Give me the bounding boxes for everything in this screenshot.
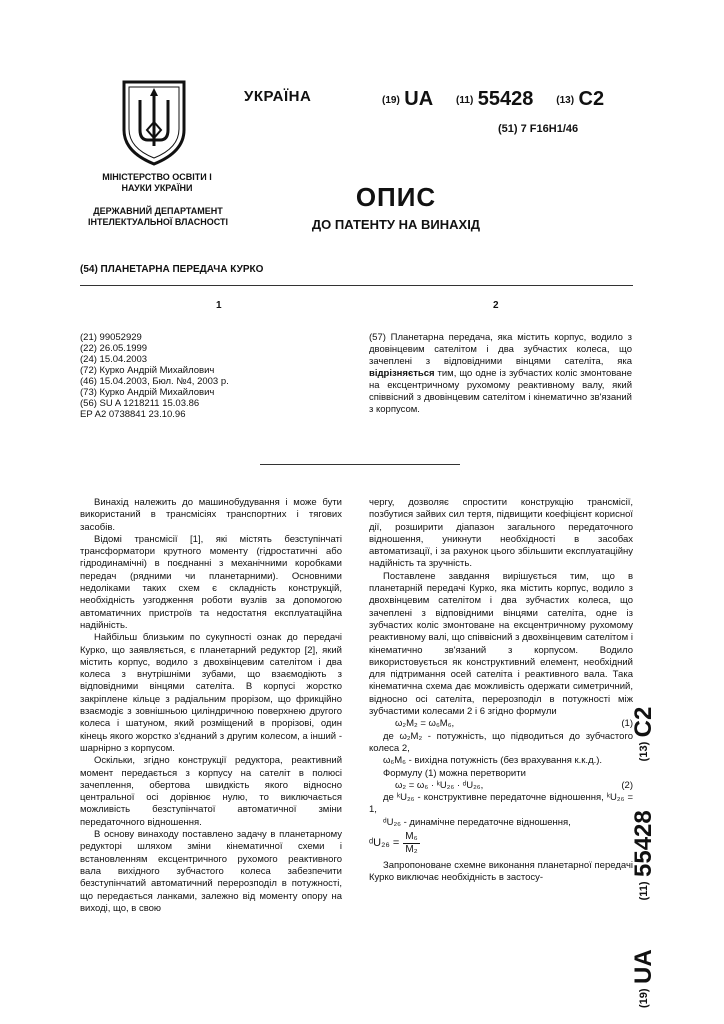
country-code: UA (404, 88, 434, 110)
paragraph: чергу, дозволяє спростити конструкцію трансмісії, позбутися зайвих сил тертя, підвищити коефіцієнт корисної дії, розширити діапазон загального передаточного відношення, уникнути необхідності в засобах автоматизації, і за рахунок цього збільшити експлуатаційну надійність та зручність. (369, 497, 633, 570)
biblio-line: EP A2 0738841 23.10.96 (80, 409, 186, 420)
biblio-line: (73) Курко Андрій Михайлович (80, 387, 215, 398)
paragraph: де ᵏU₂₆ - конструктивне передаточне відношення, ᵏU₂₆ = 1, (369, 792, 633, 816)
paragraph: Формулу (1) можна перетворити (383, 767, 526, 779)
side-patent-number: 55428 (630, 810, 657, 877)
formula-2-expression: ω₂ = ω₆ · ᵏU₂₆ · ᵈU₂₆, (395, 779, 484, 791)
inid-11: (11) (456, 95, 474, 106)
formula-3-fraction (403, 831, 419, 856)
ipc-classification (498, 123, 578, 135)
paragraph: де ω₂M₂ - потужність, що підводиться до зубчастого колеса 2, (369, 730, 633, 754)
paragraph: Винахід належить до машинобудування і може бути використаний в трансмісіях транспортних і тягових засобів. (80, 497, 342, 533)
column-number-left: 1 (216, 300, 222, 311)
formula-2-number: (2) (621, 779, 633, 791)
side-patent-label (630, 578, 710, 1008)
ministry-name: МІНІСТЕРСТВО ОСВІТИ І НАУКИ УКРАЇНИ (102, 172, 212, 193)
document-title: ОПИС (355, 182, 437, 212)
claim-emphasis: відрізняється (369, 368, 435, 379)
paragraph: Оскільки, згідно конструкції редуктора, реактивний момент передається з корпусу на сателіт в полюсі зачеплення, обертова швидкість якого відносно центральної осі дорівнює нулю, то виключається можливість безступінчатої автоматичної зміни передаточного відношення. (80, 755, 342, 828)
biblio-line: (22) 26.05.1999 (80, 343, 148, 354)
biblio-line: (46) 15.04.2003, Бюл. №4, 2003 р. (80, 376, 229, 387)
body-column-left (80, 497, 342, 915)
side-kind-code: C2 (630, 706, 657, 738)
formula-3-numerator: M₆ (405, 831, 418, 843)
patent-number: 55428 (477, 88, 534, 110)
paragraph: ᵈU₂₆ - динамічне передаточне відношення, (383, 816, 571, 828)
side-label-rotated (630, 578, 660, 1008)
formula-3 (369, 831, 633, 856)
claim-text-pre: (57) Планетарна передача, яка містить корпус, водило з двовінцевим сателітом і два зубчастих колеса, що зачеплені з відповідними вінцями сателіта, яка (369, 332, 632, 367)
paragraph: Відомі трансмісії [1], які містять безступінчаті трансформатори крутного моменту (гідростатичні або гідродинамічні) в поєднанні з механічними коробками передач (рядними чи планетарними). Основними недоліками таких схем є складність конструкцій, необхідність узгодження роботи вузлів за допомогою автоматичних пристроїв та недостатня експлуатаційна надійність. (80, 533, 342, 631)
paragraph: Запропоноване схемне виконання планетарної передачі Курко виключає необхідність в застосу- (369, 860, 633, 884)
document-subtitle: ДО ПАТЕНТУ НА ВИНАХІД (311, 217, 481, 232)
patent-identifiers (382, 88, 642, 111)
inid-19: (19) (382, 95, 400, 106)
side-inid-11: (11) (638, 881, 650, 901)
paragraph: ω₆M₆ - вихідна потужність (без врахування к.к.д.). (383, 755, 603, 767)
invention-title: (54) ПЛАНЕТАРНА ПЕРЕДАЧА КУРКО (80, 264, 264, 275)
side-inid-13: (13) (638, 741, 650, 762)
paragraph: В основу винаходу поставлено задачу в планетарному редукторі шляхом зміни кінематичної схеми і встановленням ексцентричного рухомого реактивного вала вихідного зубчастого колеса забезпечити безступінчатий автоматичний перерозподіл в потужності, що передається ланками, залежно від моменту опору на виході, що, в свою (80, 829, 342, 914)
country-name: УКРАЇНА (244, 88, 312, 105)
inid-13: (13) (556, 95, 575, 106)
department-name: ДЕРЖАВНИЙ ДЕПАРТАМЕНТ ІНТЕЛЕКТУАЛЬНОЇ ВЛАСНОСТІ (88, 206, 228, 227)
coat-of-arms-emblem (118, 78, 190, 168)
claim-text-post: тим, що одне із зубчастих коліс змонтоване на ексцентричному рухомому реактивному валу, який співвісний з двовінцевим сателітом і кінематично зв'язаний з корпусом. (369, 368, 632, 415)
biblio-line: (21) 99052929 (80, 332, 142, 343)
formula-1-number: (1) (621, 718, 633, 730)
formula-1 (369, 718, 633, 730)
body-column-right (369, 497, 633, 885)
paragraph: Поставлене завдання вирішується тим, що в планетарній передачі Курко, яка містить корпус, водило з двохвінцевим сателітом і два зубчастих колеса, що зачеплені з відповідними вінцями сателіта, одне із зубчастих коліс змонтоване на ексцентричному рухомому реактивному валі, що співвісний з двохвінцевим сателітом і кінематично зв'язаний з корпусом. Водило використовується як конструктивний елемент, необхідний для підтримання осей сателіта і реактивного вала. Така кінематична схема дає можливість одержати симетричний, відносно осі сателіта, перерозподіл в потужності між зубчастими колесами 2 і 6 згідно формули (369, 570, 633, 718)
paragraph: Найбільш близьким по сукупності ознак до передачі Курко, що заявляється, є планетарний редуктор [2], який містить корпус, водило з двохвінцевим сателітом і два колеса з внутрішніми зубами, що взаємодіють з відповідними вінцями сателіта. В корпусі жорстко закріплене кільце з радіальним прорізом, що фрикційно взаємодіє з зовнішньою циліндричною поверхнею другого колеса і шатуном, який розміщений в прорізові, один кінець якого жорстко з'єднаний з другим колесом, а інший - шарнірно з корпусом. (80, 632, 342, 754)
biblio-line: (24) 15.04.2003 (80, 354, 148, 365)
formula-3-lhs: ᵈU₂₆ = (369, 837, 400, 850)
kind-code: C2 (578, 88, 605, 110)
bibliographic-data (80, 332, 340, 420)
formula-2 (369, 780, 633, 792)
side-inid-19: (19) (638, 988, 650, 1008)
formula-1-expression: ω₂M₂ = ω₆M₆, (395, 718, 455, 730)
section-divider (260, 464, 460, 465)
claim-57 (369, 332, 632, 416)
ipc-code: 7 F16H1/46 (520, 123, 579, 135)
biblio-line: (72) Курко Андрій Михайлович (80, 365, 215, 376)
formula-3-denominator: M₂ (405, 844, 418, 856)
biblio-line: (56) SU A 1218211 15.03.86 (80, 398, 200, 409)
inid-51: (51) (498, 123, 518, 135)
side-country-code: UA (630, 949, 657, 984)
column-number-right: 2 (493, 300, 499, 311)
title-divider (80, 285, 633, 286)
